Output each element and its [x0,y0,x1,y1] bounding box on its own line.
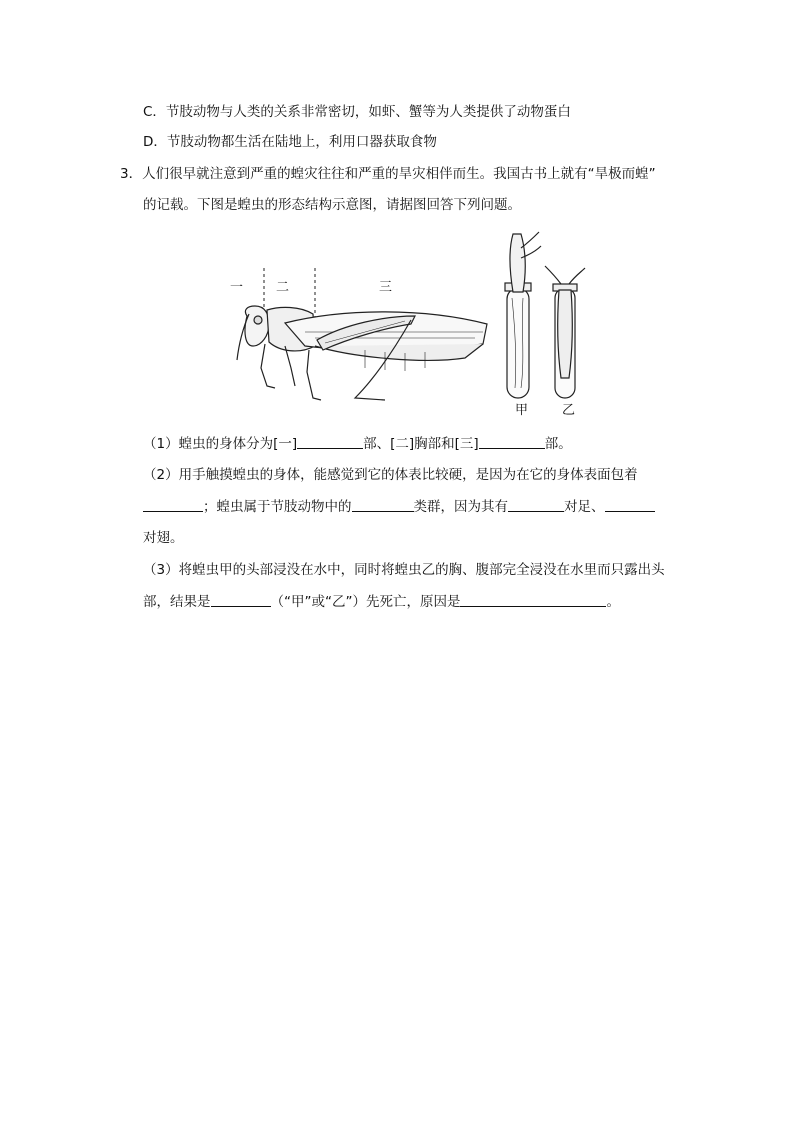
subquestion-1 [143,434,572,454]
subquestion-2-line2 [143,497,655,517]
tube-label-yi: 乙 [562,403,576,418]
sub1-suffix: 部。 [544,436,572,452]
question3-stem-line1 [120,164,656,184]
sub2-mid3: 对足、 [564,499,605,515]
question-stem-text: 人们很早就注意到严重的蝗灾往往和严重的旱灾相伴而生。我国古书上就有“旱极而蝗” [142,166,656,182]
sub1-prefix: （1）蝗虫的身体分为[一] [143,436,298,452]
answer-blank[interactable] [479,434,545,449]
sub3-mid: （“甲”或“乙”）先死亡，原因是 [270,594,461,610]
subquestion-3-line1: （3）将蝗虫甲的头部浸没在水中，同时将蝗虫乙的胸、腹部完全浸没在水里而只露出头 [143,562,665,578]
answer-blank[interactable] [211,592,271,607]
subquestion-2-line1: （2）用手触摸蝗虫的身体，能感觉到它的体表比较硬，是因为在它的身体表面包着 [143,467,638,483]
sub2-mid2: 类群，因为其有 [413,499,508,515]
test-tube-jia [505,232,541,398]
section-label-thorax: 二 [276,280,290,295]
answer-blank[interactable] [460,592,606,607]
grasshopper-figure [225,228,595,428]
answer-blank[interactable] [352,497,414,512]
tube-label-jia: 甲 [515,403,529,418]
sub1-mid: 部、[二]胸部和[三] [363,436,479,452]
grasshopper-drawing [237,306,487,400]
section-label-head: 一 [230,280,244,295]
subquestion-2-line3: 对翅。 [143,530,184,546]
test-tube-yi [545,266,585,398]
option-c: C．节肢动物与人类的关系非常密切，如虾、蟹等为人类提供了动物蛋白 [143,104,571,120]
sub3-suffix: 。 [606,594,620,610]
grasshopper-illustration [225,228,595,428]
subquestion-3-line2 [143,592,620,612]
question-number: 3． [120,166,143,182]
section-label-abdomen: 三 [379,280,393,295]
question3-stem-line2: 的记载。下图是蝗虫的形态结构示意图，请据图回答下列问题。 [143,197,521,213]
answer-blank[interactable] [508,497,564,512]
answer-blank[interactable] [297,434,363,449]
sub2-mid1: ；蝗虫属于节肢动物中的 [203,499,352,515]
option-d: D．节肢动物都生活在陆地上，利用口器获取食物 [143,134,437,150]
answer-blank[interactable] [143,497,203,512]
answer-blank[interactable] [605,497,655,512]
sub3-prefix: 部，结果是 [143,594,211,610]
